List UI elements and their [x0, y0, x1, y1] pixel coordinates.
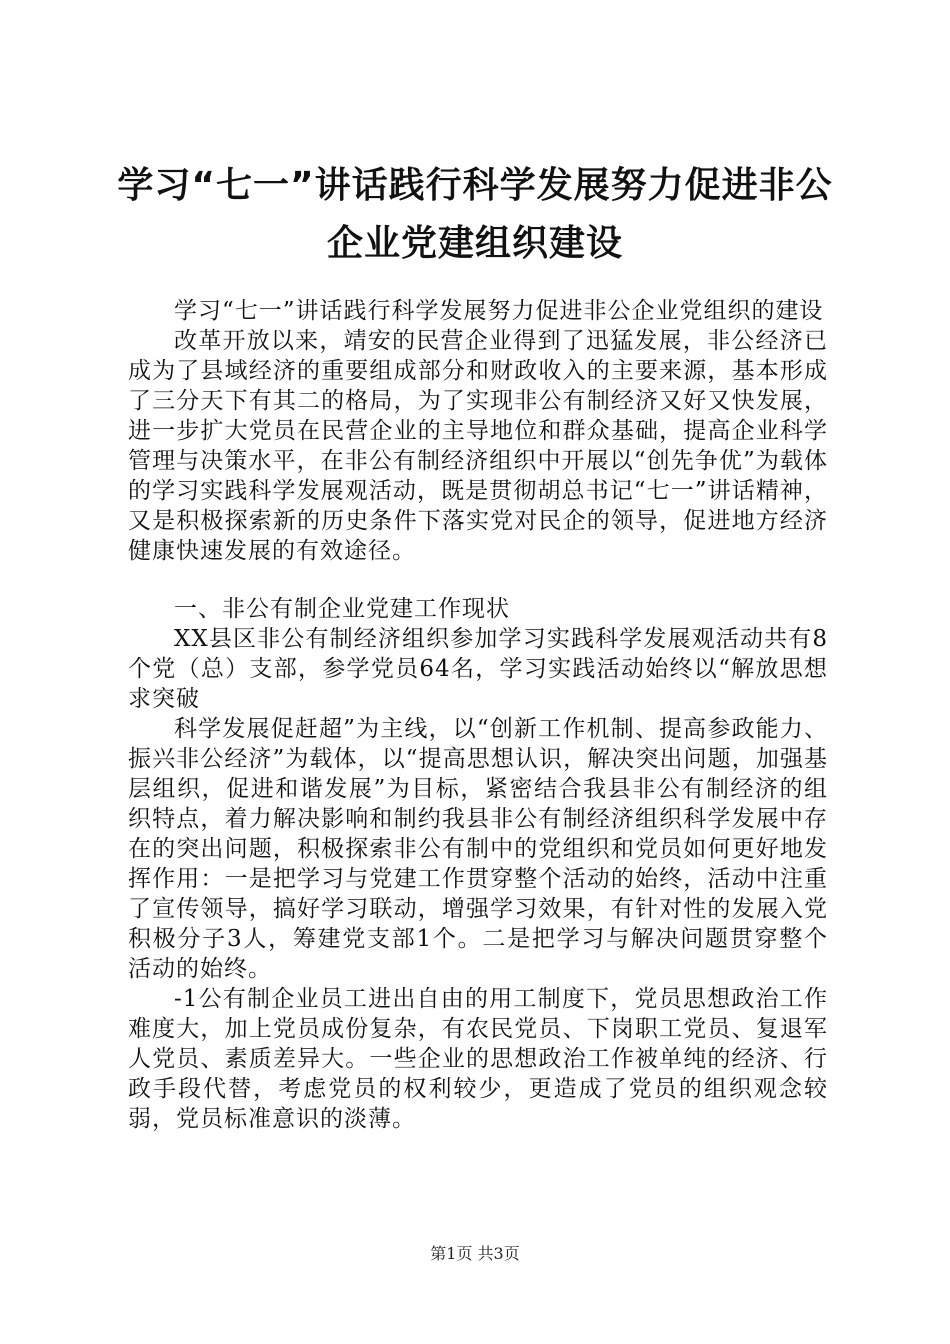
document-title-line-1: 学习“七一”讲话践行科学发展努力促进非公: [117, 165, 833, 206]
document-body: [128, 296, 828, 1134]
document-title-line-2: 企业党建组织建设: [326, 223, 623, 264]
body-paragraph: XX县区非公有制经济组织参加学习实践科学发展观活动共有8个党（总）支部，参学党员64名，学习实践活动始终以“解放思想求突破: [128, 626, 828, 712]
page-footer: 第1页 共3页: [430, 1244, 520, 1263]
body-paragraph: 改革开放以来，靖安的民营企业得到了迅猛发展，非公经济已成为了县域经济的重要组成部分和财政收入的主要来源，基本形成了三分天下有其二的格局，为了实现非公有制经济又好又快发展，进一步扩大党员在民营企业的主导地位和群众基础，提高企业科学管理与决策水平，在非公有制经济组织中开展以“创先争优”为载体的学习实践科学发展观活动，既是贯彻胡总书记“七一”讲话精神，又是积极探索新的历史条件下落实党对民企的领导，促进地方经济健康快速发展的有效途径。: [128, 328, 828, 564]
body-paragraph: -1公有制企业员工进出自由的用工制度下，党员思想政治工作难度大，加上党员成份复杂，有农民党员、下岗职工党员、复退军人党员、素质差异大。一些企业的思想政治工作被单纯的经济、行政手段代替，考虑党员的权利较少，更造成了党员的组织观念较弱，党员标准意识的淡薄。: [128, 986, 828, 1132]
paragraph-gap: [128, 566, 828, 594]
subtitle-paragraph: 学习“七一”讲话践行科学发展努力促进非公企业党组织的建设: [174, 298, 824, 324]
body-paragraph: 科学发展促赶超”为主线，以“创新工作机制、提高参政能力、振兴非公经济”为载体，以“提高思想认识，解决突出问题，加强基层组织，促进和谐发展”为目标，紧密结合我县非公有制经济的组织特点，着力解决影响和制约我县非公有制经济组织科学发展中存在的突出问题，积极探索非公有制中的党组织和党员如何更好地发挥作用：一是把学习与党建工作贯穿整个活动的始终，活动中注重了宣传领导，搞好学习联动，增强学习效果，有针对性的发展入党积极分子3人，筹建党支部1个。二是把学习与解决问题贯穿整个活动的始终。: [128, 716, 828, 982]
section-heading: 一、非公有制企业党建工作现状: [174, 596, 510, 622]
